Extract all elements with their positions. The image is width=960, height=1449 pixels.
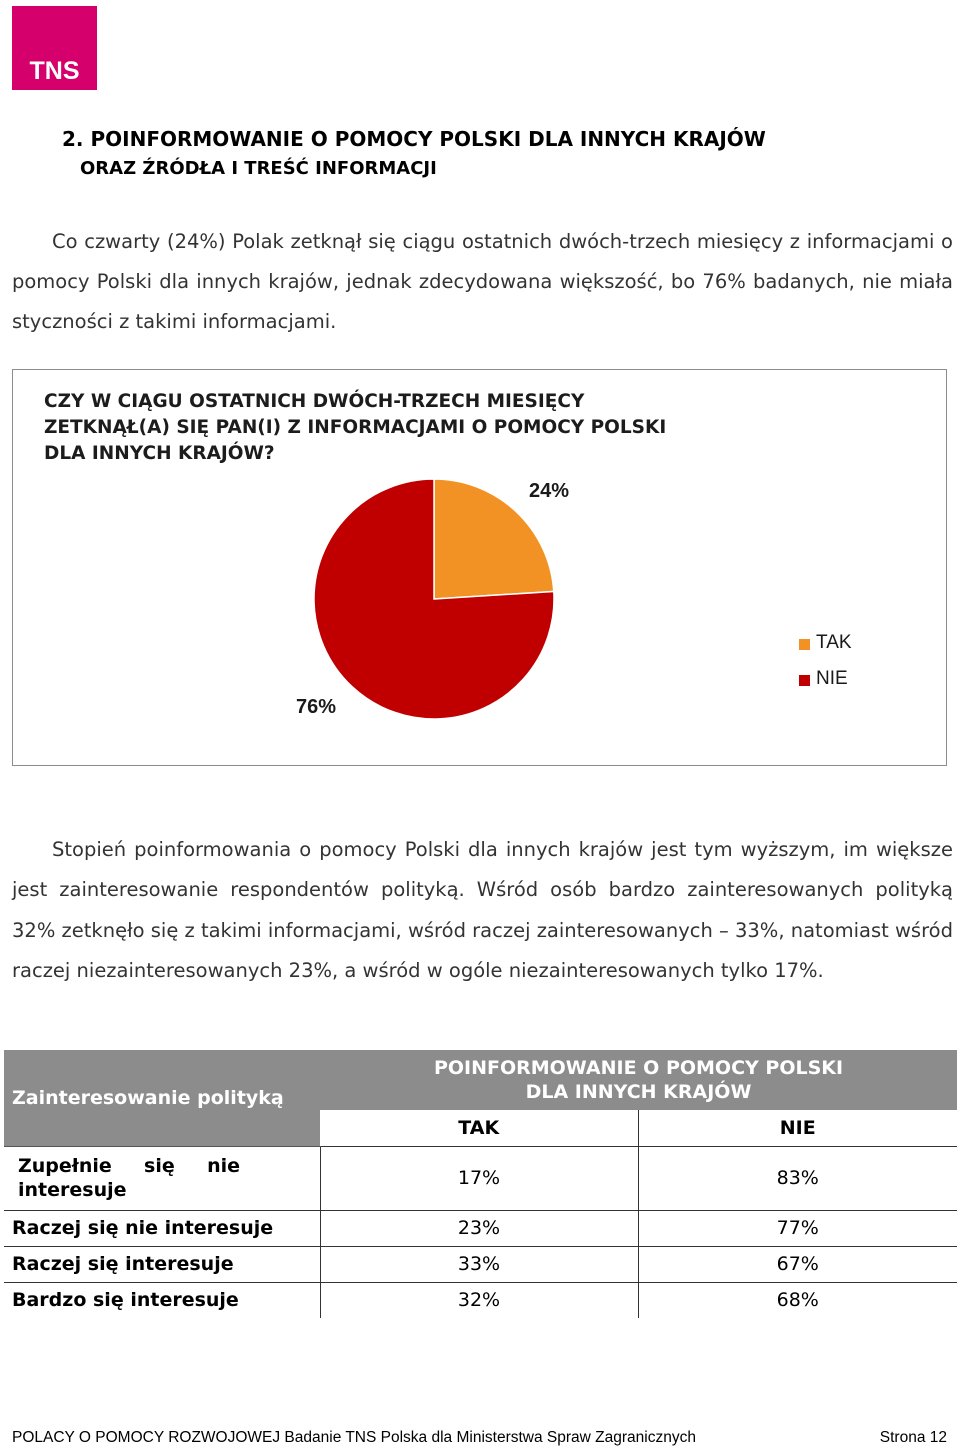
pie-label-nie: 76% [296, 696, 337, 718]
cell-tak: 32% [320, 1282, 638, 1318]
row-label-line-2: interesuje [18, 1179, 127, 1201]
col-header-tak: TAK [320, 1110, 638, 1146]
pie-chart [12, 369, 947, 766]
table-row [4, 1146, 957, 1210]
row-label: Bardzo się interesuje [4, 1282, 320, 1318]
cell-tak: 23% [320, 1210, 638, 1246]
cell-nie: 68% [776, 1289, 819, 1312]
chart-title-line-2: ZETKNĄŁ(A) SIĘ PAN(I) Z INFORMACJAMI O POMOCY POLSKI [44, 417, 667, 438]
row-label-line-1: Zupełnie się nie [18, 1155, 240, 1177]
table-group-header [320, 1050, 957, 1110]
chart-title-line-1: CZY W CIĄGU OSTATNICH DWÓCH-TRZECH MIESIĘCY [44, 391, 585, 412]
cell-nie: 77% [638, 1210, 957, 1246]
legend-label-tak: TAK [816, 632, 852, 653]
cell-nie: 67% [638, 1246, 957, 1282]
intro-text: Co czwarty (24%) Polak zetknął się ciągu ostatnich dwóch-trzech miesięcy z informacjami o pomocy Polski dla innych krajów, jednak zdecydowana większość, bo 76% badanych, nie miała styczności z takimi informacjami. [12, 230, 953, 333]
chart-title-line-3: DLA INNYCH KRAJÓW? [44, 443, 275, 464]
heading-line-1: 2. POINFORMOWANIE O POMOCY POLSKI DLA INNYCH KRAJÓW [62, 127, 766, 151]
legend-swatch-nie [799, 675, 810, 686]
interest-table [4, 1050, 957, 1318]
pie-svg [13, 370, 946, 765]
group-header-line-2: DLA INNYCH KRAJÓW [525, 1081, 752, 1103]
body-text: Stopień poinformowania o pomocy Polski dla innych krajów jest tym wyższym, im większe jest zainteresowanie respondentów polityką. Wśród osób bardzo zainteresowanych polityką 32% zetknęło się z takimi informacjami, wśród raczej zainteresowanych – 33%, natomiast wśród raczej niezainteresowanych 23%, a wśród w ogóle niezainteresowanych tylko 17%. [12, 838, 953, 983]
page-footer [12, 1429, 947, 1447]
pie-label-tak: 24% [529, 480, 570, 502]
intro-paragraph [12, 222, 953, 342]
table-row [4, 1246, 957, 1282]
table-row [4, 1282, 957, 1318]
body-paragraph [12, 830, 953, 992]
tns-logo [12, 6, 97, 90]
table-row [4, 1210, 957, 1246]
row-label: Raczej się interesuje [4, 1246, 320, 1282]
row-label: Raczej się nie interesuje [4, 1210, 320, 1246]
group-header-line-1: POINFORMOWANIE O POMOCY POLSKI [433, 1057, 844, 1079]
logo-text: TNS [29, 57, 80, 85]
row-label [4, 1146, 320, 1210]
page-number: Strona 12 [879, 1429, 947, 1446]
legend-label-nie: NIE [816, 668, 848, 689]
cell-tak: 33% [320, 1246, 638, 1282]
heading-line-2: ORAZ ŹRÓDŁA I TREŚĆ INFORMACJI [80, 158, 437, 179]
col-header-nie: NIE [638, 1110, 957, 1146]
cell-nie: 83% [638, 1146, 957, 1210]
footer-text: POLACY O POMOCY ROZWOJOWEJ Badanie TNS Polska dla Ministerstwa Spraw Zagranicznych [12, 1429, 696, 1446]
table-row-header: Zainteresowanie polityką [4, 1050, 320, 1146]
cell-tak: 17% [320, 1146, 638, 1210]
section-heading [62, 124, 766, 184]
legend-swatch-tak [799, 639, 810, 650]
